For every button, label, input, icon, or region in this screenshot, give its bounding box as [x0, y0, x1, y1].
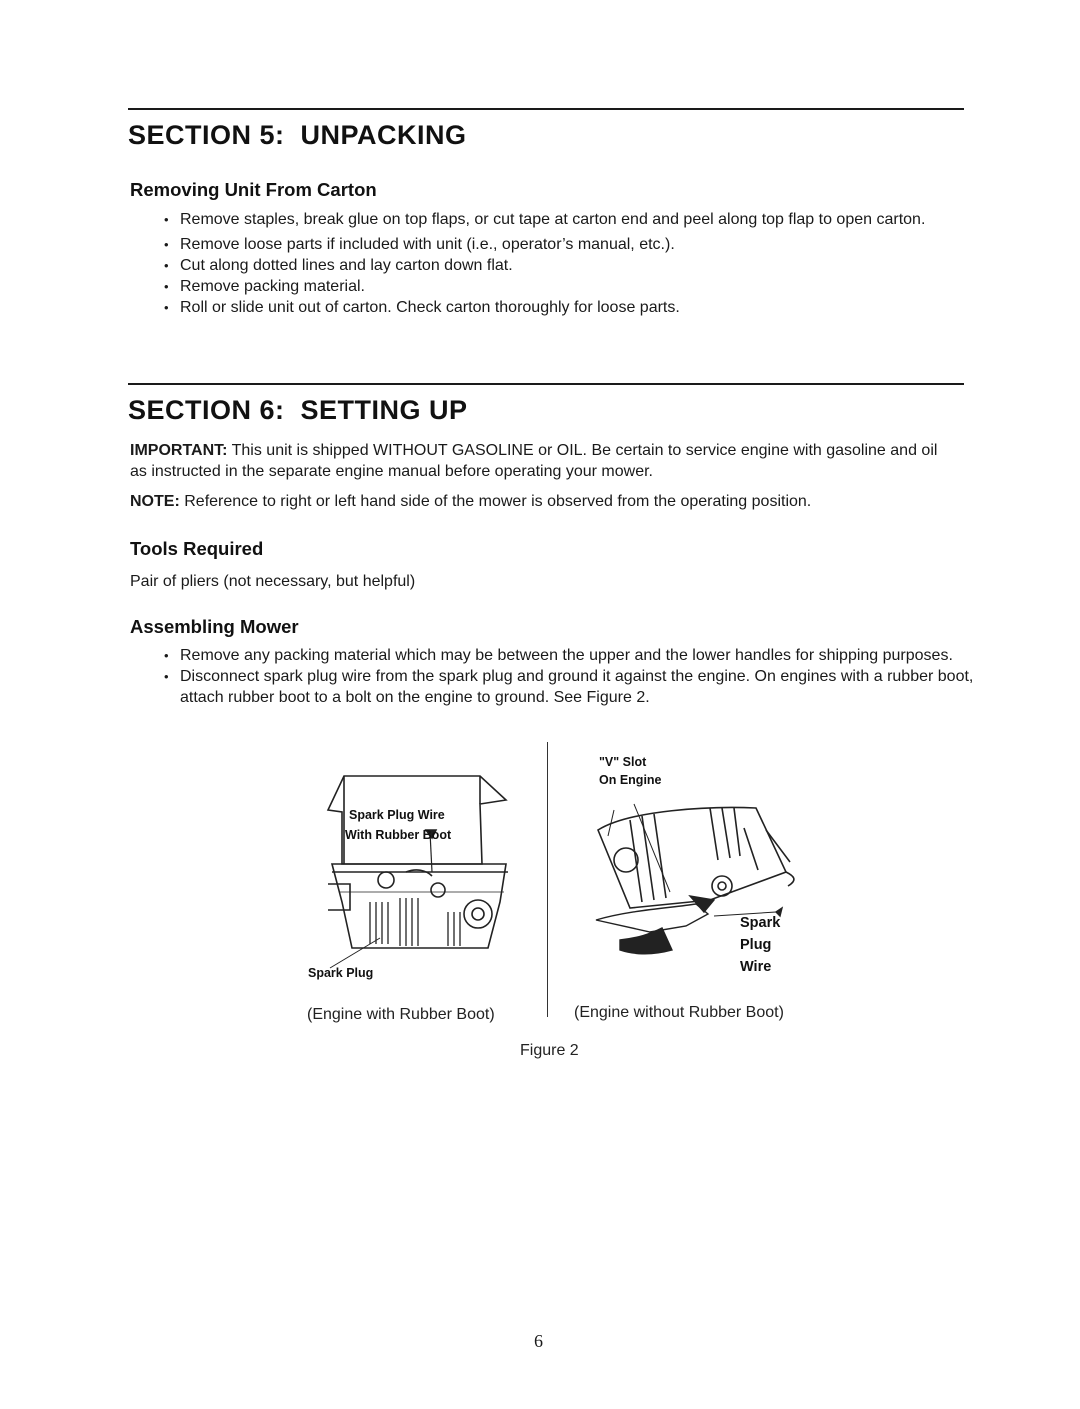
note-paragraph — [130, 491, 950, 512]
figure-divider — [547, 742, 548, 1017]
figure-right-label-wire: Wire — [740, 959, 772, 975]
figure-right-label-v-slot: "V" Slot — [599, 755, 647, 769]
section6-top-rule — [128, 383, 964, 385]
section5-title: SECTION 5: UNPACKING — [128, 120, 467, 150]
figure-left-label-spark-plug: Spark Plug — [308, 966, 374, 980]
list-item: • Remove packing material. — [156, 276, 976, 297]
figure-left-label-boot: With Rubber Boot — [345, 828, 452, 842]
figure-right-label-plug: Plug — [740, 937, 772, 953]
important-text: This unit is shipped WITHOUT GASOLINE or OIL. Be certain to service engine with gasoline and oil as instructed in the separate engine manual before operating your mower. — [130, 442, 938, 480]
tools-required-title: Tools Required — [130, 538, 264, 559]
section5-subsection-title: Removing Unit From Carton — [130, 179, 377, 200]
section5-top-rule — [128, 108, 964, 110]
list-item: • Disconnect spark plug wire from the spark plug and ground it against the engine. On engines with a rubber boot, attach rubber boot to a bolt on the engine to ground. See Figure 2. — [156, 666, 976, 708]
tools-required-text: Pair of pliers (not necessary, but helpful) — [130, 573, 416, 590]
figure-right-caption: (Engine without Rubber Boot) — [574, 1004, 784, 1021]
list-item: • Remove staples, break glue on top flaps, or cut tape at carton end and peel along top flap to open carton. — [156, 209, 976, 230]
assembling-mower-title: Assembling Mower — [130, 616, 299, 637]
list-item: • Roll or slide unit out of carton. Check carton thoroughly for loose parts. — [156, 297, 976, 318]
note-label: NOTE: — [130, 493, 180, 510]
important-paragraph — [130, 440, 950, 482]
section5-bullet-list — [156, 209, 976, 318]
section6-title: SECTION 6: SETTING UP — [128, 395, 468, 425]
engine-with-rubber-boot-illustration — [320, 772, 520, 972]
engine-without-rubber-boot-illustration — [590, 800, 810, 960]
list-item: • Remove loose parts if included with unit (i.e., operator’s manual, etc.). — [156, 234, 976, 255]
list-item: • Remove any packing material which may be between the upper and the lower handles for shipping purposes. — [156, 645, 976, 666]
figure-right-label-on-engine: On Engine — [599, 773, 662, 787]
figure-caption: Figure 2 — [520, 1042, 579, 1059]
assembling-bullet-list — [156, 645, 976, 708]
important-label: IMPORTANT: — [130, 442, 228, 459]
list-item: • Cut along dotted lines and lay carton down flat. — [156, 255, 976, 276]
figure-left-caption: (Engine with Rubber Boot) — [307, 1006, 495, 1023]
figure-right-label-spark: Spark — [740, 915, 781, 931]
note-text: Reference to right or left hand side of the mower is observed from the operating position. — [184, 493, 812, 510]
figure-left-label-wire: Spark Plug Wire — [349, 808, 445, 822]
page-number: 6 — [534, 1331, 543, 1351]
